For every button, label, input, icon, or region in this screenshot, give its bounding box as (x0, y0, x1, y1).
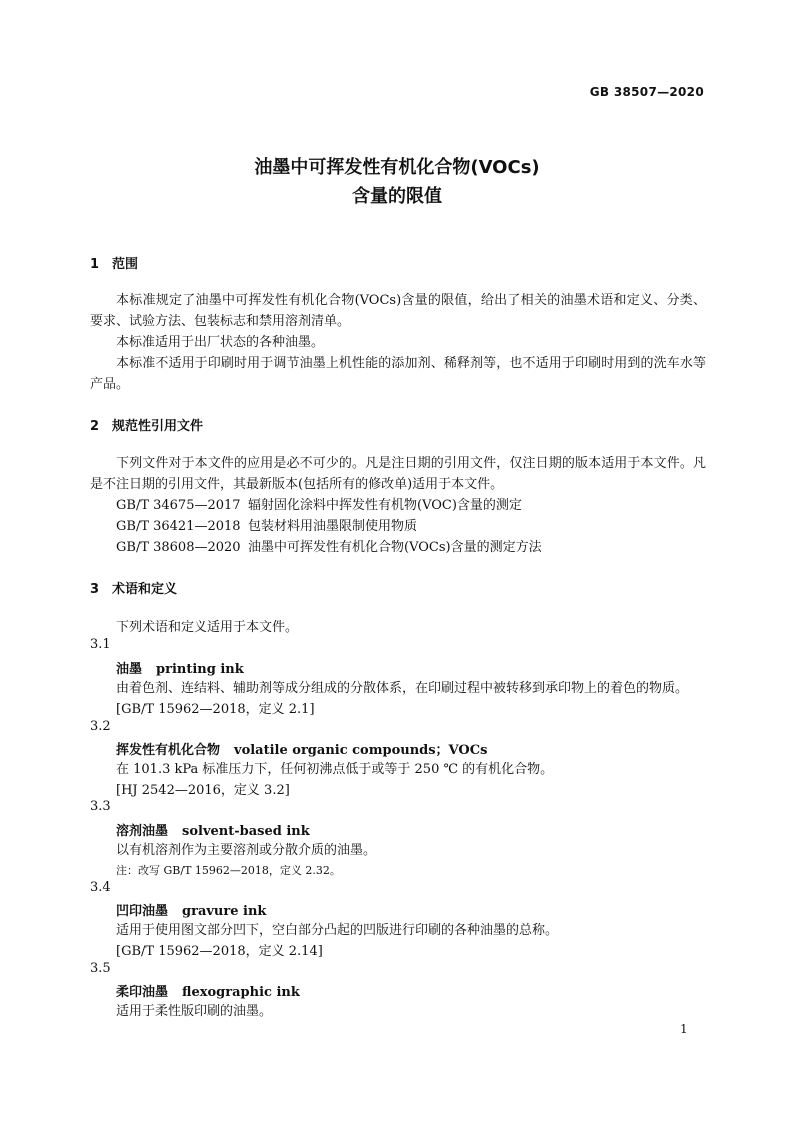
term-source: [GB/T 15962—2018，定义 2.14] (116, 944, 323, 959)
term-number: 3.1 (90, 637, 111, 652)
reference-code: GB/T 36421—2018 (116, 519, 241, 534)
section-1-paragraph-1: 本标准规定了油墨中可挥发性有机化合物(VOCs)含量的限值，给出了相关的油墨术语和定义、分类、要求、试验方法、包装标志和禁用溶剂清单。 (90, 293, 706, 329)
term-definition: 适用于使用图文部分凹下，空白部分凸起的凹版进行印刷的各种油墨的总称。 (116, 923, 559, 938)
section-number: 2 (90, 419, 100, 434)
term-source: [GB/T 15962—2018，定义 2.1] (116, 702, 315, 717)
term-definition: 由着色剂、连结料、辅助剂等成分组成的分散体系，在印刷过程中被转移到承印物上的着色的物质。 (116, 681, 689, 696)
term-en: volatile organic compounds；VOCs (234, 743, 488, 758)
normative-reference (116, 495, 522, 516)
term-en: solvent-based ink (182, 824, 310, 839)
section-1-heading (90, 253, 138, 272)
term-number: 3.5 (90, 961, 111, 976)
section-title: 术语和定义 (112, 582, 178, 597)
term-zh: 凹印油墨 (116, 904, 169, 919)
normative-reference (116, 516, 417, 537)
term-zh: 油墨 (116, 662, 143, 677)
term-number: 3.2 (90, 719, 111, 734)
section-2-paragraph-1: 下列文件对于本文件的应用是必不可少的。凡是注日期的引用文件，仅注日期的版本适用于本文件。凡是不注日期的引用文件，其最新版本(包括所有的修改单)适用于本文件。 (90, 456, 706, 492)
term-heading (116, 981, 300, 1000)
term-zh: 挥发性有机化合物 (116, 743, 221, 758)
term-definition: 在 101.3 kPa 标准压力下，任何初沸点低于或等于 250 ℃ 的有机化合物。 (116, 762, 554, 777)
term-heading (116, 739, 487, 758)
document-title-line2: 含量的限值 (352, 186, 442, 207)
term-zh: 溶剂油墨 (116, 824, 169, 839)
term-number: 3.4 (90, 880, 111, 895)
term-en: flexographic ink (182, 985, 300, 1000)
section-title: 规范性引用文件 (112, 419, 204, 434)
reference-code: GB/T 34675—2017 (116, 498, 241, 513)
term-definition: 适用于柔性版印刷的油墨。 (116, 1004, 273, 1019)
term-heading (116, 900, 266, 919)
reference-title: 油墨中可挥发性有机化合物(VOCs)含量的测定方法 (248, 540, 542, 555)
page-number: 1 (680, 1022, 688, 1036)
normative-reference (116, 537, 542, 558)
section-1-paragraph-3: 本标准不适用于印刷时用于调节油墨上机性能的添加剂、稀释剂等，也不适用于印刷时用到的洗车水等产品。 (90, 356, 706, 392)
term-number: 3.3 (90, 799, 111, 814)
term-zh: 柔印油墨 (116, 985, 169, 1000)
reference-title: 辐射固化涂料中挥发性有机物(VOC)含量的测定 (248, 498, 522, 513)
term-note: 注：改写 GB/T 15962—2018，定义 2.32。 (116, 864, 341, 877)
reference-title: 包装材料用油墨限制使用物质 (248, 519, 418, 534)
section-number: 1 (90, 257, 100, 272)
term-heading (116, 820, 310, 839)
term-heading (116, 658, 244, 677)
term-source: [HJ 2542—2016，定义 3.2] (116, 783, 290, 798)
section-1-paragraph-2: 本标准适用于出厂状态的各种油墨。 (116, 335, 325, 350)
term-en: gravure ink (182, 904, 267, 919)
section-3-intro: 下列术语和定义适用于本文件。 (116, 620, 299, 635)
section-number: 3 (90, 582, 100, 597)
document-title-line1: 油墨中可挥发性有机化合物(VOCs) (254, 157, 540, 178)
term-en: printing ink (156, 662, 244, 677)
term-definition: 以有机溶剂作为主要溶剂或分散介质的油墨。 (116, 843, 377, 858)
section-title: 范围 (112, 257, 139, 272)
standard-code: GB 38507—2020 (589, 85, 704, 99)
section-2-heading (90, 415, 203, 434)
reference-code: GB/T 38608—2020 (116, 540, 241, 555)
section-3-heading (90, 578, 177, 597)
